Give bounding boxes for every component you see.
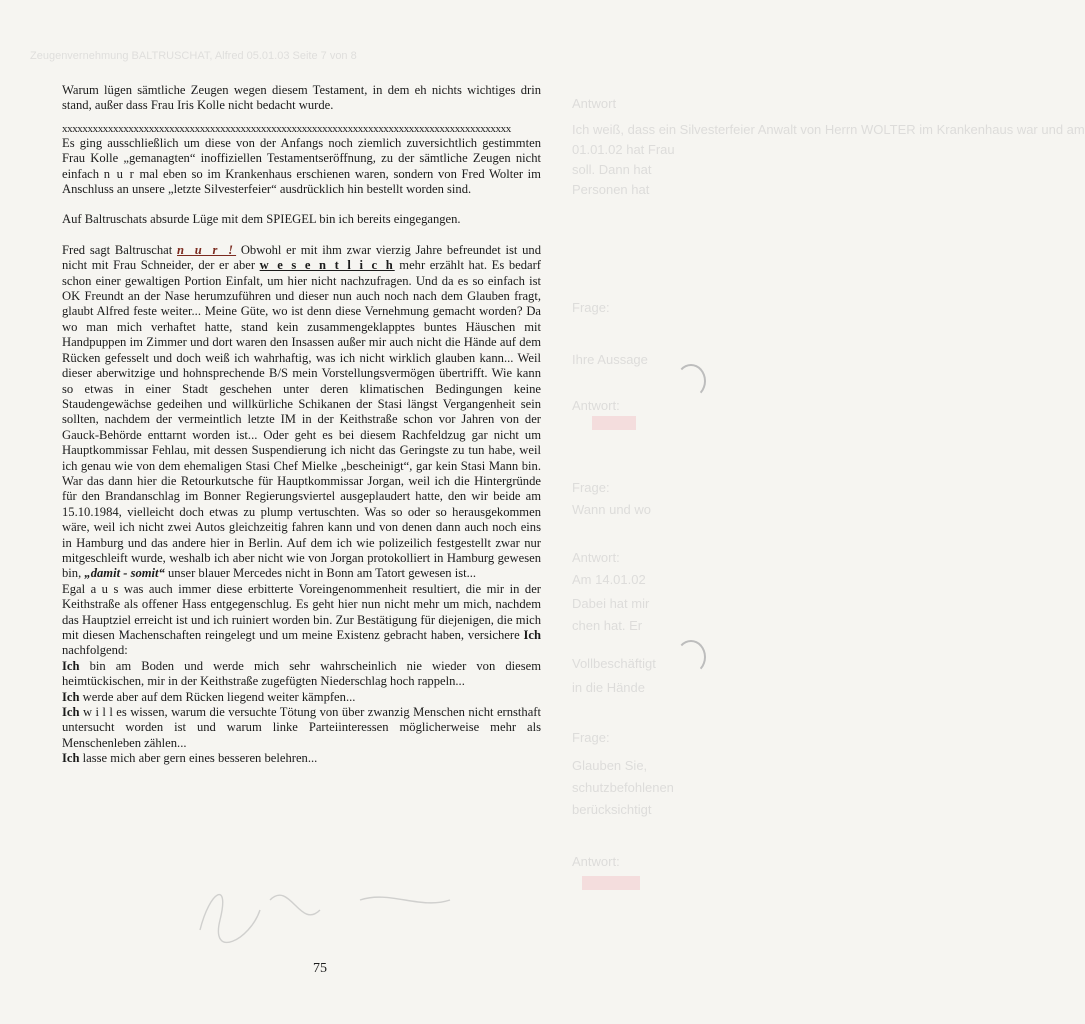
faint-signature <box>160 870 460 950</box>
statement-line: Ich bin am Boden und werde mich sehr wahrscheinlich nie wieder von diesem heimtückischen, mir in der Keithstraße zugefügten Niederschlag hoch rappeln... <box>62 658 541 689</box>
bleed-through-line: Wann und wo <box>572 502 652 517</box>
bleed-through-line: schutzbefohlenen <box>572 780 674 795</box>
bleed-through-line: Frage: <box>572 480 610 495</box>
paragraph: Fred sagt Baltruschat n u r ! Obwohl er mit ihm zwar vierzig Jahre befreundet ist und nicht mit Frau Schneider, der er aber w e s e n t l i c h mehr erzählt hat. Es bedarf schon einer gewaltigen Portion Einfalt, um hier nicht nachzufragen. Und da es so einfach ist OK Freundt an der Nase herumzuführen und dieser nun auch noch nach dem Glauben fragt, glaubt Alfred feste weiter... Meine Güte, wo ist denn diese Vernehmung gemacht worden? Da wo man mich verhaftet hatte, stand kein zusammengeklapptes buntes Häuschen mit Handpuppen im Zimmer und dort waren den Insassen außer mir auch nicht die Hände auf dem Rücken gefesselt und doch weiß ich wahrhaftig, was ich nicht wirklich glauben kann... Weil dieser aberwitzige und hohnsprechende B/S mein Vorstellungsvermögen übertrifft. Wie kann so etwas in einer Stadt geschehen unter deren klimatischen Bedingungen keine Staudengewächse gedeihen und willkürliche Schikanen der Stasi längst Vergangenheit sein sollten, nachdem der vermeintlich letzte IM in der Keithstraße schon vor Jahren von der Gauck-Behörde enttarnt worden ist... Oder geht es bei diesem Rachfeldzug gar nicht um Hauptkommissar Fehlau, mit dessen Suspendierung ich nicht das Geringste zu tun habe, weil ich genau wie von dem ehemaligen Stasi Chef Mielke „bescheinigt“, gar kein Stasi Mann bin. War das dann hier die Retourkutsche für Hauptkommissar Jorgan, weil ich die Hintergründe für den Brandanschlag im Bonner Regierungsviertel ausgeplaudert hatte, den wir beide am 15.10.1984, vielleicht doch etwas zu plump vertuschten. Was so oder so herausgekommen wäre, weil ich nicht zwei Autos gleichzeitig fahren kann und von denen dann auch noch eins in Hamburg und das andere hier in Berlin. Auf dem ich wie polizeilich festgestellt zwar nur mitgeschleift wurde, weshalb ich aber nicht wie von Jorgan protokolliert in Hamburg gewesen bin, „damit - somit“ unser blauer Mercedes nicht in Bonn am Tatort gewesen ist... <box>62 242 542 581</box>
bleed-through-line: Ihre Aussage <box>572 352 648 367</box>
crossed-out-line: xxxxxxxxxxxxxxxxxxxxxxxxxxxxxxxxxxxxxxxxxxxxxxxxxxxxxxxxxxxxxxxxxxxxxxxxxxxxxxxxxxxxxxxx <box>62 122 511 135</box>
bleed-through-line: Frage: <box>572 300 610 315</box>
bleed-through-line: soll. Dann hat <box>572 162 652 177</box>
bleed-through-line: Dabei hat mir <box>572 596 650 611</box>
bleed-through-line: Glauben Sie, <box>572 758 648 773</box>
bleed-through-line: Antwort: <box>572 398 620 413</box>
bleed-through-line: Antwort: <box>572 550 620 565</box>
paragraph: Es ging ausschließlich um diese von der Anfangs noch ziemlich zuversichtlich gestimmten Frau Kolle „gemanagten“ inoffiziellen Testamentseröffnung, zu der sämtliche Zeugen nicht einfach n u r mal eben so im Krankenhaus erschienen waren, sondern von Fred Wolter im Anschluss an unsere „letzte Silvesterfeier“ ausdrücklich hin bestellt worden sind. <box>62 135 541 197</box>
bleed-through-line: berücksichtigt <box>572 802 652 817</box>
document-body <box>62 83 541 767</box>
bleed-through-line: in die Hände <box>572 680 645 695</box>
bleed-through-line: 01.01.02 hat Frau <box>572 142 675 157</box>
bleed-through-line: Ich weiß, dass ein Silvesterfeier Anwalt von Herrn WOLTER im Krankenhaus war und am <box>572 122 1085 137</box>
bleed-through-line: Personen hat <box>572 182 650 197</box>
bleed-through-line: chen hat. Er <box>572 618 643 633</box>
bleed-through-line: Antwort: <box>572 854 620 869</box>
punch-hole <box>676 640 706 674</box>
bleed-through-header: Zeugenvernehmung BALTRUSCHAT, Alfred 05.01.03 Seite 7 von 8 <box>30 50 357 62</box>
bleed-through-stamp <box>592 416 636 430</box>
emphasis-nur: n u r ! <box>177 242 237 257</box>
emphasis-wesentlich: w e s e n t l i c h <box>259 258 395 273</box>
paragraph: Auf Baltruschats absurde Lüge mit dem SPIEGEL bin ich bereits eingegangen. <box>62 212 461 227</box>
statement-line: Ich werde aber auf dem Rücken liegend weiter kämpfen... <box>62 689 356 704</box>
bleed-through-stamp <box>582 876 640 890</box>
paragraph: Egal a u s was auch immer diese erbitterte Voreingenommenheit resultiert, die mir in der Keithstraße als offener Hass entgegenschlug. Es geht hier nun nicht mehr um mich, nachdem das Hauptziel erreicht ist und ich ruiniert worden bin. Zur Bestätigung für diejenigen, die mich mit diesen Machenschaften reingelegt und um meine Existenz gebracht haben, versichere Ich nachfolgend: <box>62 581 541 658</box>
statement-line: Ich lasse mich aber gern eines besseren belehren... <box>62 751 318 766</box>
bleed-through-line: Am 14.01.02 <box>572 572 646 587</box>
emphasis-damit-somit: „damit - somit“ <box>84 566 165 581</box>
bleed-through-line: Antwort <box>572 96 617 111</box>
bleed-through-line: Frage: <box>572 730 610 745</box>
page-number: 75 <box>313 961 327 976</box>
paragraph: Warum lügen sämtliche Zeugen wegen diesem Testament, in dem eh nichts wichtiges drin stand, außer dass Frau Iris Kolle nicht bedacht wurde. <box>62 83 541 113</box>
bleed-through-line: Vollbeschäftigt <box>572 656 656 671</box>
punch-hole <box>676 364 706 398</box>
statement-line: Ich w i l l es wissen, warum die versuchte Tötung von über zwanzig Menschen nicht ernsthaft untersucht worden ist und warum linke Parteiinteressen möglicherweise mehr als Menschenleben zählen... <box>62 705 541 750</box>
